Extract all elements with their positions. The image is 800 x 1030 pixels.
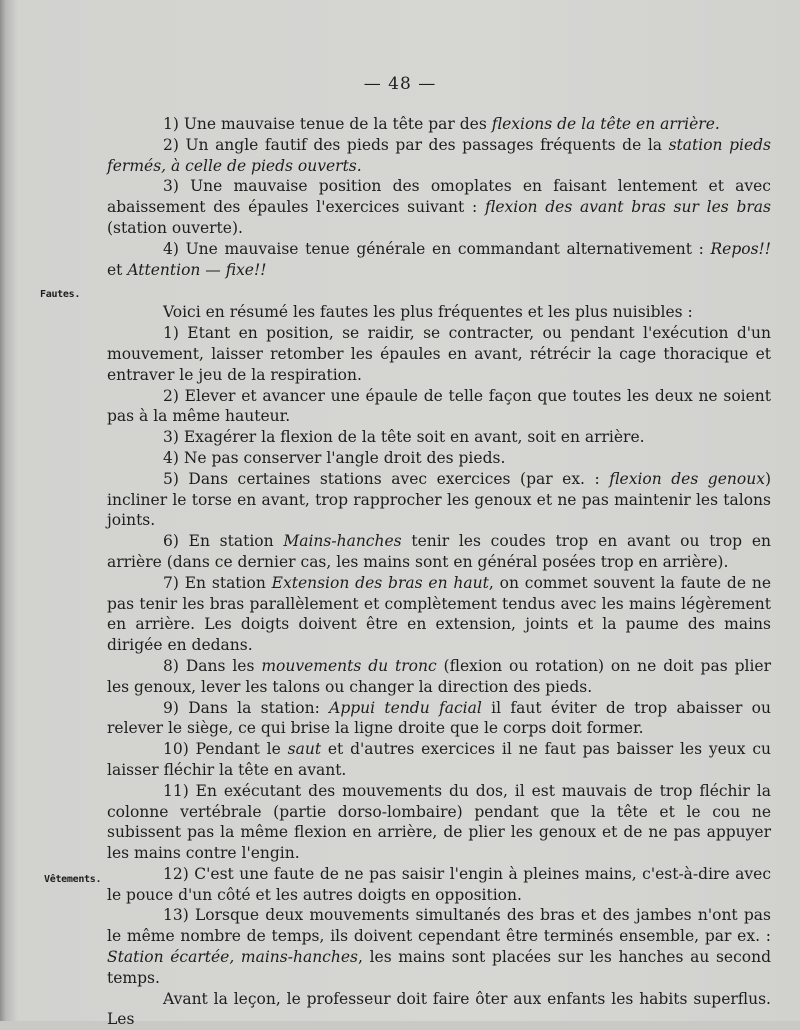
text-run: 4) Une mauvaise tenue générale en commandant alternativement : — [163, 239, 711, 258]
paragraph — [107, 989, 771, 1030]
text-run: 11) En exécutant des mouvements du dos, il est mauvais de trop fléchir la colonne vertébrale (partie dorso-lombaire) pendant que la tête et le cou ne subissent pas la même flexion en arrière, de plier les genoux et de ne pas appuyer les mains contre l'engin. — [107, 781, 771, 863]
italic-text: Extension des bras en haut — [271, 573, 489, 592]
italic-text: saut — [287, 740, 322, 759]
italic-text: Mains-hanches — [283, 532, 402, 551]
margin-note-fautes: Fautes. — [40, 289, 81, 300]
paragraph — [107, 781, 771, 864]
text-run: 12) C'est une faute de ne pas saisir l'engin à pleines mains, c'est-à-dire avec le pouce d'un côté et les autres doigts en opposition. — [107, 864, 771, 904]
page-number: — 48 — — [363, 74, 437, 94]
italic-text: Appui tendu facial — [329, 698, 482, 717]
text-run: 1) Etant en position, se raidir, se contracter, ou pendant l'exécution d'un mouvement, laisser retomber les épaules en avant, rétrécir la cage thoracique et entraver le jeu de la respiration. — [107, 324, 771, 384]
italic-text: station pieds fermés, à celle de pieds ouverts. — [107, 135, 772, 175]
paragraph — [107, 114, 771, 135]
paragraph — [107, 386, 771, 428]
paragraph — [107, 427, 771, 448]
paragraph — [107, 323, 771, 385]
text-run: il faut éviter de trop abaisser ou relever le siège, ce qui brise la ligne droite que le corps doit former. — [107, 698, 771, 738]
italic-text: flexion des avant bras sur les bras — [484, 198, 771, 217]
text-run: 1) Une mauvaise tenue de la tête par des — [163, 115, 492, 133]
text-run: et — [107, 260, 128, 279]
paragraph — [107, 176, 771, 238]
italic-text: Station écartée, mains-hanches — [107, 948, 358, 967]
text-run: Avant la leçon, le professeur doit faire ôter aux enfants les habits superflus. Les — [107, 989, 771, 1029]
text-run: (flexion ou rotation) on ne doit pas plier les genoux, lever les talons ou changer la direction des pieds. — [107, 656, 771, 696]
text-run: 2) Un angle fautif des pieds par des passages fréquents de la — [163, 135, 669, 154]
italic-text: Repos!! — [710, 239, 771, 258]
text-run: 8) Dans les — [163, 656, 262, 675]
paragraph — [107, 905, 771, 988]
text-run: 4) Ne pas conserver l'angle droit des pieds. — [163, 448, 506, 467]
text-run: 6) En station — [163, 532, 284, 551]
paragraph — [107, 656, 771, 698]
paragraph — [107, 469, 771, 531]
paragraph — [107, 573, 771, 656]
text-run: tenir les coudes trop en avant ou trop en arrière (dans ce dernier cas, les mains sont en général posées trop en arrière). — [107, 532, 771, 571]
text-run: , les mains sont placées sur les hanches au second temps. — [107, 948, 772, 987]
paragraph-gap — [107, 280, 771, 302]
paragraph — [107, 302, 771, 323]
text-run: 5) Dans certaines stations avec exercices (par ex. : — [163, 469, 610, 488]
text-run: 3) Une mauvaise position des omoplates en faisant lentement et avec abaissement des épaules l'exercices suivant : — [107, 177, 771, 217]
paragraph — [107, 739, 771, 781]
text-run: 10) Pendant le — [163, 740, 288, 759]
text-run: ) incliner le torse en avant, trop rapprocher les genoux et ne pas maintenir les talons joints. — [107, 469, 771, 530]
italic-text: flexion des genoux — [609, 469, 765, 488]
text-run: 7) En station — [163, 573, 272, 592]
text-run: et d'autres exercices il ne faut pas baisser les yeux cu laisser fléchir la tête en avant. — [107, 740, 771, 779]
italic-text: Attention — fixe!! — [127, 260, 267, 279]
text-run: Voici en résumé les fautes les plus fréquentes et les plus nuisibles : — [163, 303, 693, 322]
text-run: 9) Dans la station: — [163, 698, 330, 717]
body-text — [107, 114, 771, 1030]
text-run: 2) Elever et avancer une épaule de telle façon que toutes les deux ne soient pas à la même hauteur. — [107, 386, 771, 426]
paragraph — [107, 239, 771, 281]
paragraph — [107, 135, 771, 177]
paragraph — [107, 864, 771, 906]
text-run: (station ouverte). — [107, 218, 243, 237]
paragraph — [107, 698, 771, 740]
paragraph — [107, 448, 771, 469]
text-run: 13) Lorsque deux mouvements simultanés des bras et des jambes n'ont pas le même nombre de temps, ils doivent cependant être terminés ensemble, par ex. : — [107, 906, 771, 946]
text-run: 3) Exagérer la flexion de la tête soit en avant, soit en arrière. — [163, 428, 645, 447]
text-run: , on commet souvent la faute de ne pas tenir les bras parallèlement et complètement tendus avec les mains légèrement en arrière. Les doigts doivent être en extension, joints et la paume des mains dirigée en dedans. — [107, 573, 772, 655]
paragraph — [107, 531, 771, 573]
italic-text: mouvements du tronc — [261, 656, 437, 675]
margin-note-vetements: Vêtements. — [44, 874, 102, 885]
italic-text: flexions de la tête en arrière. — [491, 115, 720, 133]
